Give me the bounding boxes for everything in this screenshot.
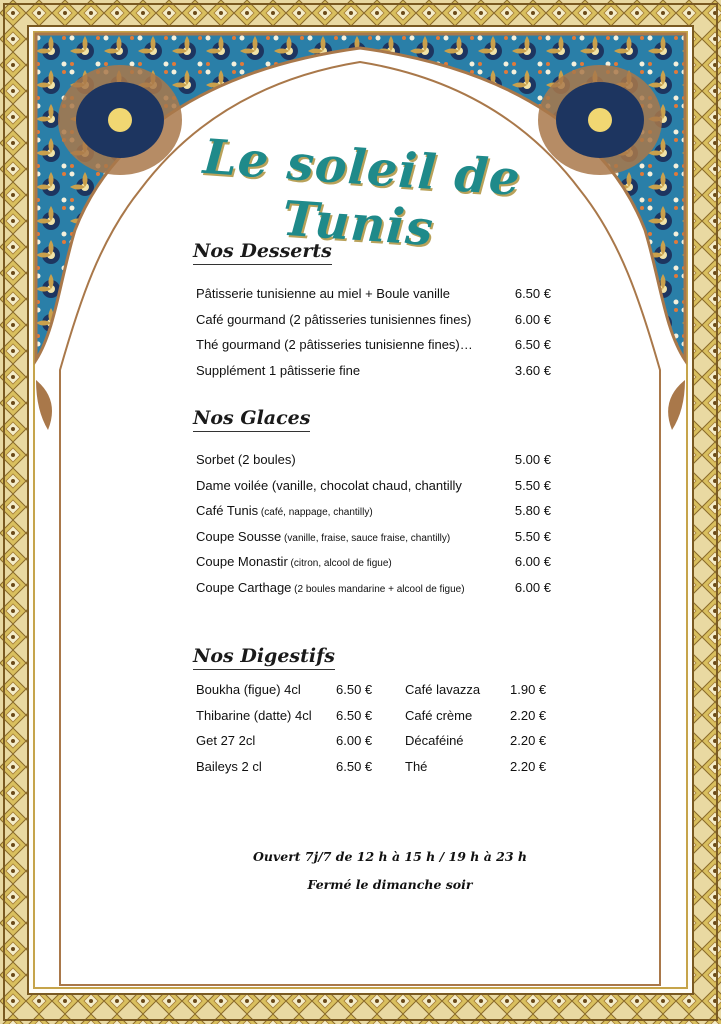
glace-item xyxy=(196,452,551,474)
glace-item-detail: (café, nappage, chantilly) xyxy=(258,507,373,518)
dessert-item xyxy=(196,312,551,334)
desserts-heading: Nos Desserts xyxy=(193,240,332,265)
dessert-item-price: 6.00 € xyxy=(514,311,551,327)
dessert-item-price: 3.60 € xyxy=(514,362,551,378)
glace-item-detail: (citron, alcool de figue) xyxy=(287,558,392,569)
dessert-item-name: Supplément 1 pâtisserie fine xyxy=(196,362,361,378)
dessert-item-name: Pâtisserie tunisienne au miel + Boule vanille xyxy=(196,286,451,301)
glace-item-name: Coupe Monastir (citron, alcool de figue) xyxy=(196,554,392,569)
dessert-item xyxy=(196,337,551,359)
glace-item-name: Sorbet (2 boules) xyxy=(196,452,296,467)
glace-item-detail: (vanille, fraise, sauce fraise, chantilly) xyxy=(281,532,451,544)
digestif-left-name: Thibarine (datte) 4cl xyxy=(196,707,312,723)
digestif-right-price: 2.20 € xyxy=(510,707,547,723)
dessert-item xyxy=(196,363,551,385)
dessert-item xyxy=(196,286,551,308)
digestif-right-price: 2.20 € xyxy=(510,733,547,748)
digestif-left-price: 6.50 € xyxy=(336,707,373,723)
glace-item xyxy=(196,554,551,576)
digestif-right-name: Café crème xyxy=(405,707,473,723)
glace-item-name: Coupe Sousse (vanille, fraise, sauce fraise, chantilly) xyxy=(196,528,451,544)
glace-item xyxy=(196,529,551,551)
digestif-left-name: Baileys 2 cl xyxy=(196,758,262,774)
glaces-heading: Nos Glaces xyxy=(193,407,310,432)
digestif-left-name: Get 27 2cl xyxy=(196,733,256,748)
digestif-right-price: 2.20 € xyxy=(510,758,547,774)
glace-item-price: 5.00 € xyxy=(514,452,551,467)
closed-notice: Fermé le dimanche soir xyxy=(307,877,473,892)
glace-item xyxy=(196,503,551,525)
glace-item-price: 6.00 € xyxy=(514,579,551,595)
digestif-left-name: Boukha (figue) 4cl xyxy=(196,682,301,697)
digestif-right-name: Café lavazza xyxy=(405,682,481,697)
digestif-right-name: Décaféiné xyxy=(405,733,464,748)
digestifs-heading: Nos Digestifs xyxy=(193,645,335,670)
digestif-right-price: 1.90 € xyxy=(510,682,547,697)
digestif-right-name: Thé xyxy=(405,758,428,774)
digestif-left-price: 6.50 € xyxy=(336,682,373,697)
glace-item-name: Café Tunis (café, nappage, chantilly) xyxy=(196,503,373,518)
glace-item xyxy=(196,478,551,500)
glace-item-price: 5.50 € xyxy=(514,477,551,493)
glace-item-name: Coupe Carthage (2 boules mandarine + alcool de figue) xyxy=(196,579,465,595)
dessert-item-name: Thé gourmand (2 pâtisseries tunisienne fines)… xyxy=(196,337,473,352)
dessert-item-name: Café gourmand (2 pâtisseries tunisiennes fines) xyxy=(196,311,472,327)
dessert-item-price: 6.50 € xyxy=(514,286,551,301)
glace-item xyxy=(196,580,551,602)
digestif-left-price: 6.00 € xyxy=(336,733,373,748)
glace-item-price: 5.80 € xyxy=(514,503,551,518)
glace-item-name: Dame voilée (vanille, chocolat chaud, chantilly xyxy=(196,477,462,493)
opening-hours: Ouvert 7j/7 de 12 h à 15 h / 19 h à 23 h xyxy=(253,849,527,864)
glace-item-detail: (2 boules mandarine + alcool de figue) xyxy=(291,583,465,595)
digestif-left-price: 6.50 € xyxy=(336,758,373,774)
dessert-item-price: 6.50 € xyxy=(514,337,551,352)
glace-item-price: 5.50 € xyxy=(514,528,551,544)
glace-item-price: 6.00 € xyxy=(514,554,551,569)
restaurant-title: Le soleil de Tunis xyxy=(201,129,523,258)
